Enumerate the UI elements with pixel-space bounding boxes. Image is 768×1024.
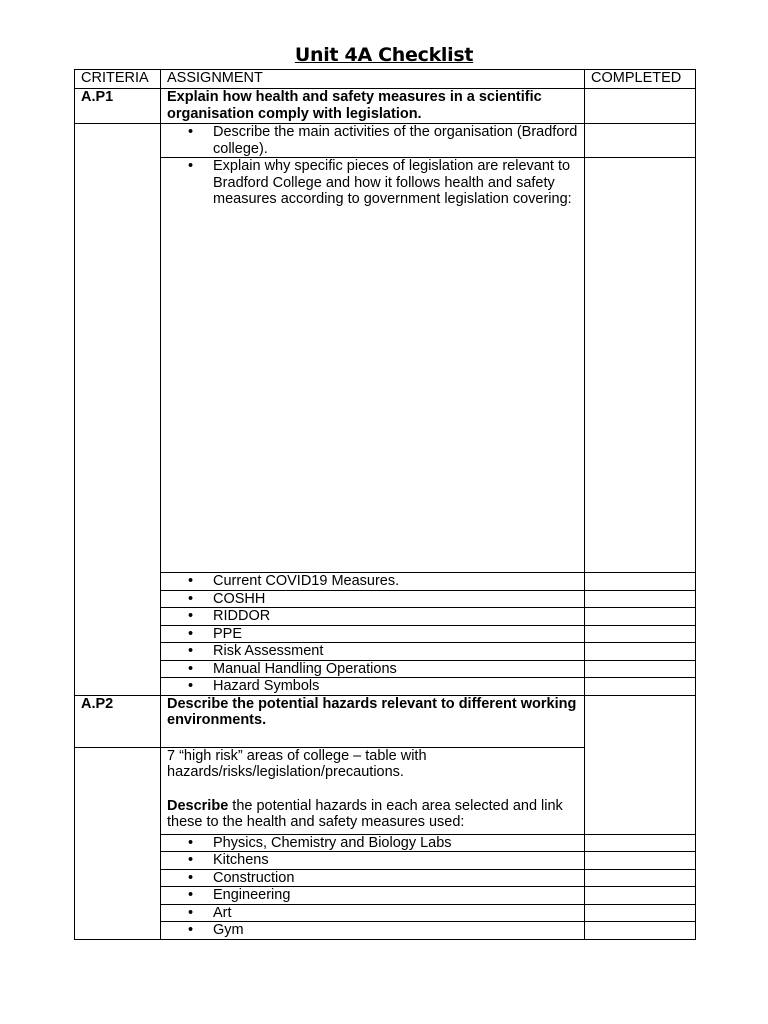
- completed-cell[interactable]: [585, 869, 696, 887]
- list-item: • Manual Handling Operations: [167, 661, 578, 678]
- list-item: • Current COVID19 Measures.: [167, 573, 578, 590]
- list-item: • COSHH: [167, 591, 578, 608]
- ap2-describe: [167, 798, 578, 831]
- table-row: [75, 608, 696, 626]
- header-assignment: ASSIGNMENT: [161, 70, 585, 89]
- completed-cell[interactable]: [585, 834, 696, 852]
- list-item: • Physics, Chemistry and Biology Labs: [167, 835, 578, 852]
- table-row: [75, 887, 696, 905]
- list-item: • RIDDOR: [167, 608, 578, 625]
- header-row: [75, 70, 696, 89]
- table-row: [75, 852, 696, 870]
- list-item: • Engineering: [167, 887, 578, 904]
- completed-cell[interactable]: [585, 573, 696, 591]
- list-item: • Explain why specific pieces of legislation are relevant to Bradford College and how it follows health and safety measures according to government legislation covering:: [167, 158, 578, 208]
- completed-cell[interactable]: [585, 660, 696, 678]
- ap1-code: A.P1: [75, 89, 161, 124]
- table-row: [75, 678, 696, 696]
- completed-cell[interactable]: [585, 625, 696, 643]
- ap1-row: [75, 89, 696, 124]
- table-row: [75, 590, 696, 608]
- table-row: [75, 573, 696, 591]
- completed-cell[interactable]: [585, 887, 696, 905]
- ap2-row: [75, 695, 696, 747]
- list-item: • Describe the main activities of the organisation (Bradford college).: [167, 124, 578, 157]
- header-criteria: CRITERIA: [75, 70, 161, 89]
- checklist-table: [74, 69, 696, 940]
- completed-cell[interactable]: [585, 590, 696, 608]
- list-item: • Kitchens: [167, 852, 578, 869]
- table-row: [75, 922, 696, 940]
- completed-cell[interactable]: [585, 643, 696, 661]
- completed-cell[interactable]: [585, 678, 696, 696]
- completed-cell[interactable]: [585, 158, 696, 573]
- criteria-blank-cell: [75, 747, 161, 939]
- table-row: [75, 660, 696, 678]
- table-row: [75, 869, 696, 887]
- list-item: • Gym: [167, 922, 578, 939]
- table-row: [75, 834, 696, 852]
- completed-cell[interactable]: [585, 904, 696, 922]
- completed-cell[interactable]: [585, 695, 696, 834]
- list-item: • Hazard Symbols: [167, 678, 578, 695]
- table-row: [75, 643, 696, 661]
- completed-cell[interactable]: [585, 89, 696, 124]
- completed-cell[interactable]: [585, 922, 696, 940]
- header-completed: COMPLETED: [585, 70, 696, 89]
- describe-bold: Describe: [167, 797, 229, 814]
- ap1-bullet2-cell: [161, 158, 585, 573]
- list-item: • Construction: [167, 870, 578, 887]
- table-row: [75, 625, 696, 643]
- table-row: [75, 904, 696, 922]
- ap2-heading: Describe the potential hazards relevant to different working environments.: [161, 695, 585, 747]
- completed-cell[interactable]: [585, 852, 696, 870]
- list-item: • Risk Assessment: [167, 643, 578, 660]
- completed-cell[interactable]: [585, 124, 696, 158]
- list-item: • Art: [167, 905, 578, 922]
- ap1-bullet1-row: [75, 124, 696, 158]
- criteria-blank-cell: [75, 124, 161, 696]
- page-title: Unit 4A Checklist: [294, 44, 474, 66]
- ap1-bullet2-row: [75, 158, 696, 573]
- ap2-intro-cell: [161, 747, 585, 834]
- completed-cell[interactable]: [585, 608, 696, 626]
- list-item: • PPE: [167, 626, 578, 643]
- ap2-code: A.P2: [75, 695, 161, 747]
- ap2-intro: 7 “high risk” areas of college – table with hazards/risks/legislation/precautions.: [167, 747, 427, 780]
- describe-rest: the potential hazards in each area selected and link these to the health and safety measures used:: [167, 797, 563, 830]
- ap1-heading: Explain how health and safety measures in a scientific organisation comply with legislation.: [161, 89, 585, 124]
- ap1-bullet1-cell: [161, 124, 585, 158]
